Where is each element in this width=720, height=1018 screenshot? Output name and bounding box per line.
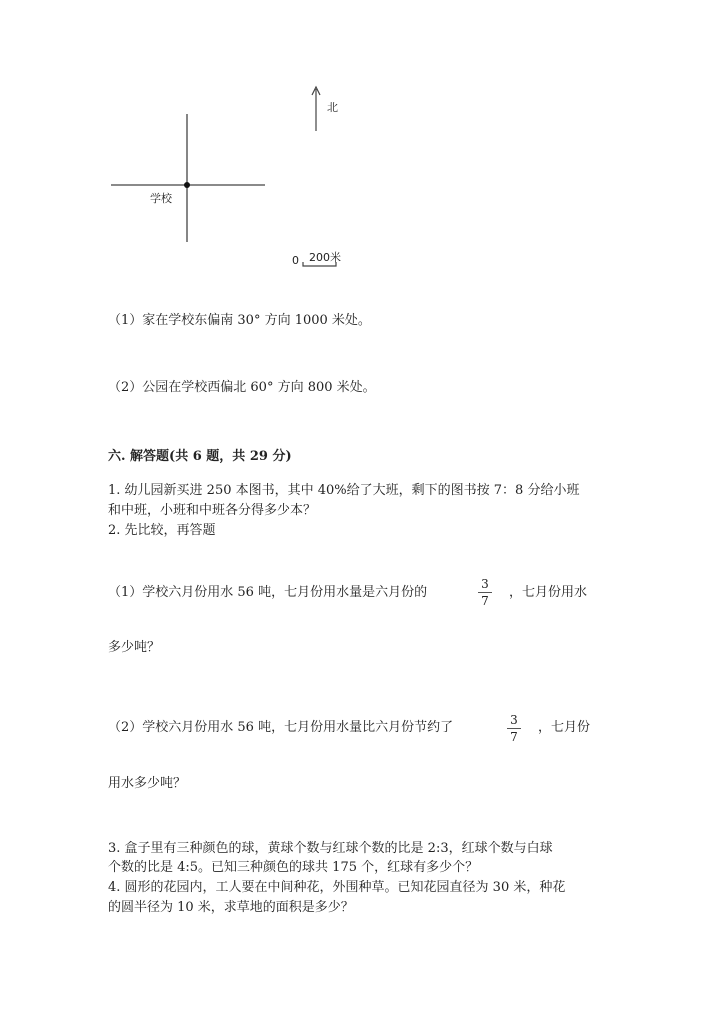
problem-2-sub-1-text-a: （1）学校六月份用水 56 吨，七月份用水量是六月份的 <box>108 585 428 600</box>
direction-diagram <box>0 0 720 300</box>
section-6-heading: 六. 解答题(共 6 题，共 29 分) <box>108 449 292 464</box>
fraction-numerator: 3 <box>510 713 518 727</box>
direction-diagram-svg <box>0 0 720 300</box>
problem-1-line-1: 1. 幼儿园新买进 250 本图书，其中 40%给了大班，剩下的图书按 7：8 分给小班 <box>108 483 580 498</box>
fraction-denominator: 7 <box>481 594 489 608</box>
problem-2-sub-2-fraction <box>507 714 521 743</box>
problem-2-sub-2-text-a: （2）学校六月份用水 56 吨，七月份用水量比六月份节约了 <box>108 720 454 735</box>
school-point <box>184 182 190 188</box>
problem-3-line-1: 3. 盒子里有三种颜色的球，黄球个数与红球个数的比是 2:3，红球个数与白球 <box>108 841 553 856</box>
scale-zero-label: 0 <box>292 254 299 267</box>
problem-3-line-2: 个数的比是 4:5。已知三种颜色的球共 175 个，红球有多少个？ <box>108 860 479 875</box>
fraction-denominator: 7 <box>510 730 518 744</box>
problem-4-line-1: 4. 圆形的花园内，工人要在中间种花，外围种草。已知花园直径为 30 米，种花 <box>108 880 566 895</box>
fraction-numerator: 3 <box>481 577 489 591</box>
problem-1-line-2: 和中班，小班和中班各分得多少本？ <box>108 503 317 518</box>
school-label: 学校 <box>150 192 172 205</box>
fraction-bar <box>507 728 521 729</box>
problem-2-sub-2-text-b: ，七月份 <box>538 720 591 735</box>
q5-item-2: （2）公园在学校西偏北 60° 方向 800 米处。 <box>108 380 376 395</box>
problem-2-title: 2. 先比较，再答题 <box>108 523 216 538</box>
fraction-bar <box>478 592 492 593</box>
q5-item-1: （1）家在学校东偏南 30° 方向 1000 米处。 <box>108 313 371 328</box>
problem-2-sub-1-text-c: 多少吨？ <box>108 640 161 655</box>
scale-label: 200米 <box>309 251 341 264</box>
problem-4-line-2: 的圆半径为 10 米，求草地的面积是多少？ <box>108 900 354 915</box>
problem-2-sub-1-text-b: ，七月份用水 <box>509 585 588 600</box>
problem-2-sub-1-fraction <box>478 578 492 607</box>
north-label: 北 <box>327 101 338 114</box>
problem-2-sub-2-text-c: 用水多少吨？ <box>108 776 187 791</box>
